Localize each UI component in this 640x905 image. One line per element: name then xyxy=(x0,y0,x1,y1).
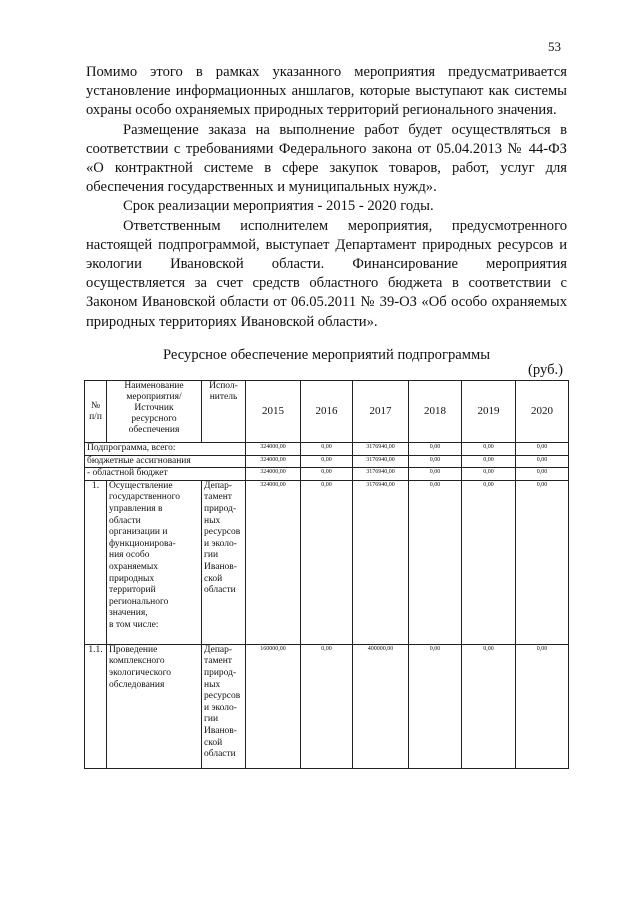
row-value: 160000,00 xyxy=(246,644,301,768)
summary-row xyxy=(85,443,569,456)
header-executor: Испол- нитель xyxy=(202,381,246,443)
summary-value: 0,00 xyxy=(516,455,569,468)
header-year: 2019 xyxy=(462,381,516,443)
paragraph-3: Срок реализации мероприятия - 2015 - 2020 годы. xyxy=(123,198,434,215)
summary-value: 0,00 xyxy=(301,468,353,481)
header-year: 2020 xyxy=(516,381,569,443)
summary-value: 324000,00 xyxy=(246,455,301,468)
row-value: 0,00 xyxy=(462,480,516,644)
header-year: 2017 xyxy=(353,381,409,443)
summary-value: 0,00 xyxy=(301,443,353,456)
row-value: 0,00 xyxy=(301,480,353,644)
currency-note: (руб.) xyxy=(528,362,564,378)
summary-value: 0,00 xyxy=(409,443,462,456)
row-value: 400000,00 xyxy=(353,644,409,768)
table-row xyxy=(85,480,569,644)
paragraph-4: Ответственным исполнителем мероприятия, предусмотренного настоящей подпрограммой, выступает Департамент природных ресурсов и экологии Ивановской области. Финансирование мероприятия осуществляется за счет средств областного бюджета в соответствии с Законом Ивановской области от 06.05.2011 № 39-ОЗ «Об особо охраняемых природных территориях Ивановской области». xyxy=(86,217,567,330)
row-value: 324000,00 xyxy=(246,480,301,644)
header-year: 2018 xyxy=(409,381,462,443)
summary-value: 0,00 xyxy=(409,455,462,468)
row-executor: Депар- тамент природ- ных ресурсов и эколо- гии Иванов- ской области xyxy=(202,644,246,768)
summary-row xyxy=(85,455,569,468)
row-value: 0,00 xyxy=(462,644,516,768)
summary-value: 3176940,00 xyxy=(353,443,409,456)
row-name: Осуществление государственного управления в области организации и функционирова- ния особо охраняемых природных территорий регионального значения, в том числе: xyxy=(107,480,202,644)
row-num: 1. xyxy=(85,480,107,644)
summary-value: 0,00 xyxy=(301,455,353,468)
row-executor: Депар- тамент природ- ных ресурсов и эколо- гии Иванов- ской области xyxy=(202,480,246,644)
resource-table xyxy=(84,380,569,769)
summary-value: 0,00 xyxy=(462,443,516,456)
summary-label: - областной бюджет xyxy=(85,468,246,481)
summary-value: 0,00 xyxy=(462,468,516,481)
row-value: 0,00 xyxy=(409,644,462,768)
summary-label: Подпрограмма, всего: xyxy=(85,443,246,456)
summary-value: 3176940,00 xyxy=(353,455,409,468)
header-name: Наименование мероприятия/ Источник ресурсного обеспечения xyxy=(107,381,202,443)
summary-value: 3176940,00 xyxy=(353,468,409,481)
table-header-row xyxy=(85,381,569,443)
table-caption: Ресурсное обеспечение мероприятий подпрограммы xyxy=(163,347,490,363)
header-num: № п/п xyxy=(85,381,107,443)
summary-value: 324000,00 xyxy=(246,443,301,456)
row-value: 0,00 xyxy=(409,480,462,644)
row-value: 0,00 xyxy=(301,644,353,768)
paragraph-1: Помимо этого в рамках указанного мероприятия предусматривается установление информационных аншлагов, которые выступают как системы охраны особо охраняемых природных территорий регионального значения. xyxy=(86,64,567,119)
summary-value: 0,00 xyxy=(462,455,516,468)
summary-value: 0,00 xyxy=(516,443,569,456)
summary-value: 0,00 xyxy=(516,468,569,481)
row-value: 0,00 xyxy=(516,644,569,768)
header-year: 2015 xyxy=(246,381,301,443)
paragraph-2: Размещение заказа на выполнение работ будет осуществляться в соответствии с требованиями Федерального закона от 05.04.2013 № 44-ФЗ «О контрактной системе в сфере закупок товаров, работ, услуг для обеспечения государственных и муниципальных нужд». xyxy=(86,121,567,196)
page-number: 53 xyxy=(548,39,561,54)
table-row xyxy=(85,644,569,768)
row-name: Проведение комплексного экологического обследования xyxy=(107,644,202,768)
row-num: 1.1. xyxy=(85,644,107,768)
row-value: 0,00 xyxy=(516,480,569,644)
summary-label: бюджетные ассигнования xyxy=(85,455,246,468)
summary-value: 0,00 xyxy=(409,468,462,481)
summary-value: 324000,00 xyxy=(246,468,301,481)
header-year: 2016 xyxy=(301,381,353,443)
row-value: 3176940,00 xyxy=(353,480,409,644)
summary-row xyxy=(85,468,569,481)
body-text xyxy=(86,63,567,332)
